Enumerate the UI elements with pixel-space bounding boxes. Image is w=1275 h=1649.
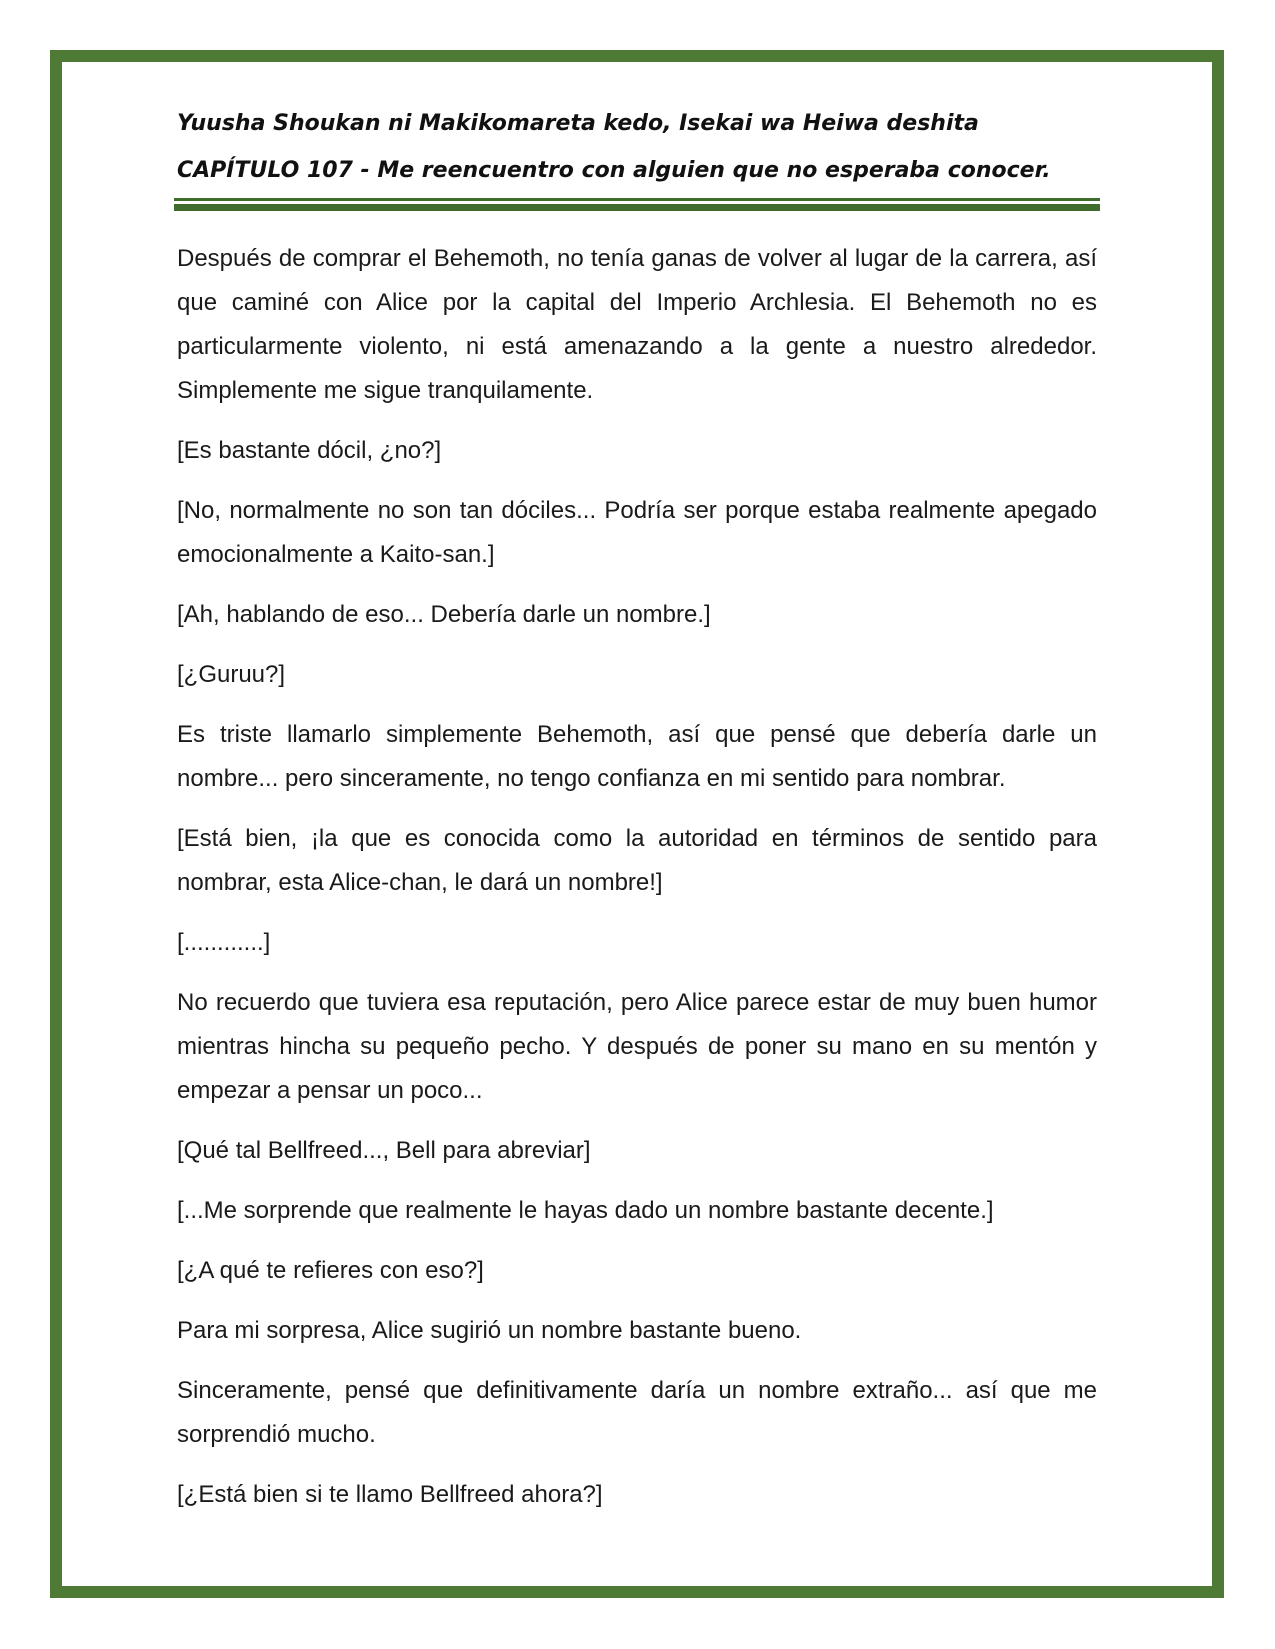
chapter-body	[177, 237, 1097, 1533]
paragraph: [¿Está bien si te llamo Bellfreed ahora?]	[177, 1481, 603, 1508]
paragraph: [...Me sorprende que realmente le hayas dado un nombre bastante decente.]	[177, 1197, 994, 1224]
header-divider-thick	[174, 204, 1100, 211]
paragraph: Para mi sorpresa, Alice sugirió un nombre bastante bueno.	[177, 1317, 802, 1344]
paragraph: Sinceramente, pensé que definitivamente daría un nombre extraño... así que me sorprendió mucho.	[177, 1377, 1097, 1448]
paragraph: Es triste llamarlo simplemente Behemoth, así que pensé que debería darle un nombre... pero sinceramente, no tengo confianza en mi sentido para nombrar.	[177, 721, 1097, 792]
paragraph: [Es bastante dócil, ¿no?]	[177, 437, 442, 464]
paragraph: [¿A qué te refieres con eso?]	[177, 1257, 484, 1284]
paragraph: No recuerdo que tuviera esa reputación, pero Alice parece estar de muy buen humor mientras hincha su pequeño pecho. Y después de poner su mano en su mentón y empezar a pensar un poco...	[177, 989, 1097, 1104]
paragraph: [Ah, hablando de eso... Debería darle un nombre.]	[177, 601, 711, 628]
paragraph: [Está bien, ¡la que es conocida como la autoridad en términos de sentido para nombrar, esta Alice-chan, le dará un nombre!]	[177, 825, 1097, 896]
paragraph: [Qué tal Bellfreed..., Bell para abreviar]	[177, 1137, 591, 1164]
header-divider-thin	[174, 198, 1100, 201]
paragraph: [............]	[177, 929, 271, 956]
paragraph: Después de comprar el Behemoth, no tenía ganas de volver al lugar de la carrera, así que caminé con Alice por la capital del Imperio Archlesia. El Behemoth no es particularmente violento, ni está amenazando a la gente a nuestro alrededor. Simplemente me sigue tranquilamente.	[177, 245, 1097, 404]
chapter-title: CAPÍTULO 107 - Me reencuentro con alguien que no esperaba conocer.	[177, 158, 1051, 183]
series-title: Yuusha Shoukan ni Makikomareta kedo, Isekai wa Heiwa deshita	[177, 111, 979, 136]
document-header	[177, 110, 1097, 185]
paragraph: [¿Guruu?]	[177, 661, 286, 688]
paragraph: [No, normalmente no son tan dóciles... Podría ser porque estaba realmente apegado emocionalmente a Kaito-san.]	[177, 497, 1097, 568]
